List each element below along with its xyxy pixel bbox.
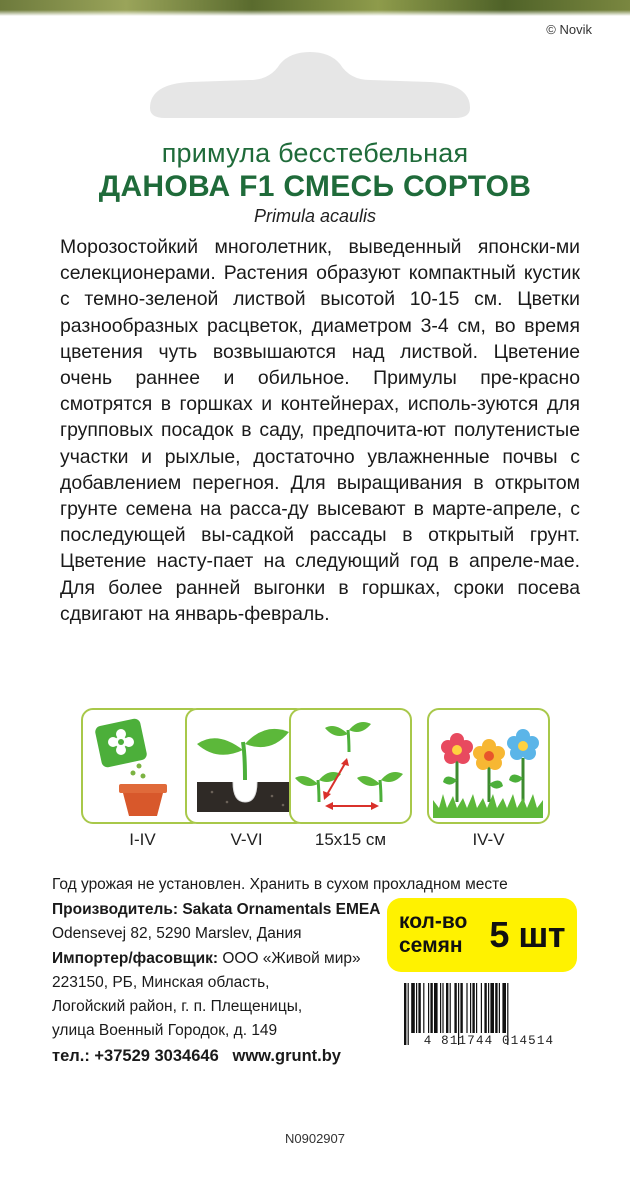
planting-months-caption: V-VI (230, 830, 263, 849)
producer-info-block (52, 898, 380, 1068)
sowing-months-caption: I-IV (129, 830, 156, 849)
importer-address-line-2: Логойский район, г. п. Плещеницы, (52, 998, 303, 1016)
seed-count-label (399, 910, 467, 958)
importer-line (52, 947, 380, 971)
latin-name: Primula acaulis (253, 206, 377, 226)
copyright-text: © Novik (546, 22, 592, 37)
spacing-caption: 15x15 см (314, 830, 387, 849)
phone-number: тел.: +37529 3034646 (52, 1046, 219, 1065)
hang-tab-shape (130, 50, 490, 120)
harvest-year-note: Год урожая не установлен. Хранить в сухом прохладном месте (52, 876, 508, 893)
top-photo-strip (0, 0, 630, 16)
product-category-title: примула бесстебельная (161, 138, 469, 168)
seed-count-value: 5 шт (489, 914, 565, 955)
importer-label: Импортер/фасовщик: (52, 949, 219, 967)
spacing-icon (289, 708, 412, 824)
contact-line (52, 1044, 380, 1068)
producer-value: Sakata Ornamentals EMEA (182, 901, 381, 918)
seed-label-line-1: кол-во (399, 910, 468, 933)
flowering-icon (427, 708, 550, 824)
barcode-image (398, 983, 580, 1063)
seed-count-badge (387, 898, 577, 972)
importer-address-line-1: 223150, РБ, Минская область, (52, 973, 270, 991)
producer-line (52, 898, 380, 922)
producer-label: Производитель: (52, 901, 179, 918)
website-link[interactable]: www.grunt.by (232, 1046, 341, 1065)
barcode-digits: 4 811744 014514 (423, 1034, 555, 1048)
producer-address: Odensevej 82, 5290 Marslev, Дания (52, 925, 302, 943)
growing-icons-row (0, 708, 630, 858)
product-description: Морозостойкий многолетник, выведенный японски-ми селекционерами. Растения образуют компактный кустик с темно-зеленой листвой высотой 10-15 см. Цветки разнообразных расцветок, диаметром 3-4 см, во время цветения чуть возвышаются над листвой. Цветение очень раннее и обильное. Примулы пре-красно смотрятся в горшках и контейнерах, исполь-зуются для групповых посадок в саду, предпочита-ют полутенистые участки и рыхлые, достаточно увлажненные почвы с добавлением перегноя. Для выращивания в открытом грунте семена на расса-ду высевают в марте-апреле, с последующей вы-садкой рассады в открытый грунт. Цветение насту-пает на следующий год в апреле-мае. Для более ранней выгонки в горшках, сроки посева сдвигают на январь-февраль. (60, 236, 580, 625)
product-variety-title: ДАНОВА F1 СМЕСЬ СОРТОВ (98, 170, 532, 203)
seed-label-line-2: семян (399, 934, 463, 957)
product-code: N0902907 (285, 1131, 345, 1146)
importer-address-line-3: улица Военный Городок, д. 149 (52, 1022, 278, 1040)
importer-value: ООО «Живой мир» (222, 949, 361, 967)
flowering-months-caption: IV-V (472, 830, 505, 849)
